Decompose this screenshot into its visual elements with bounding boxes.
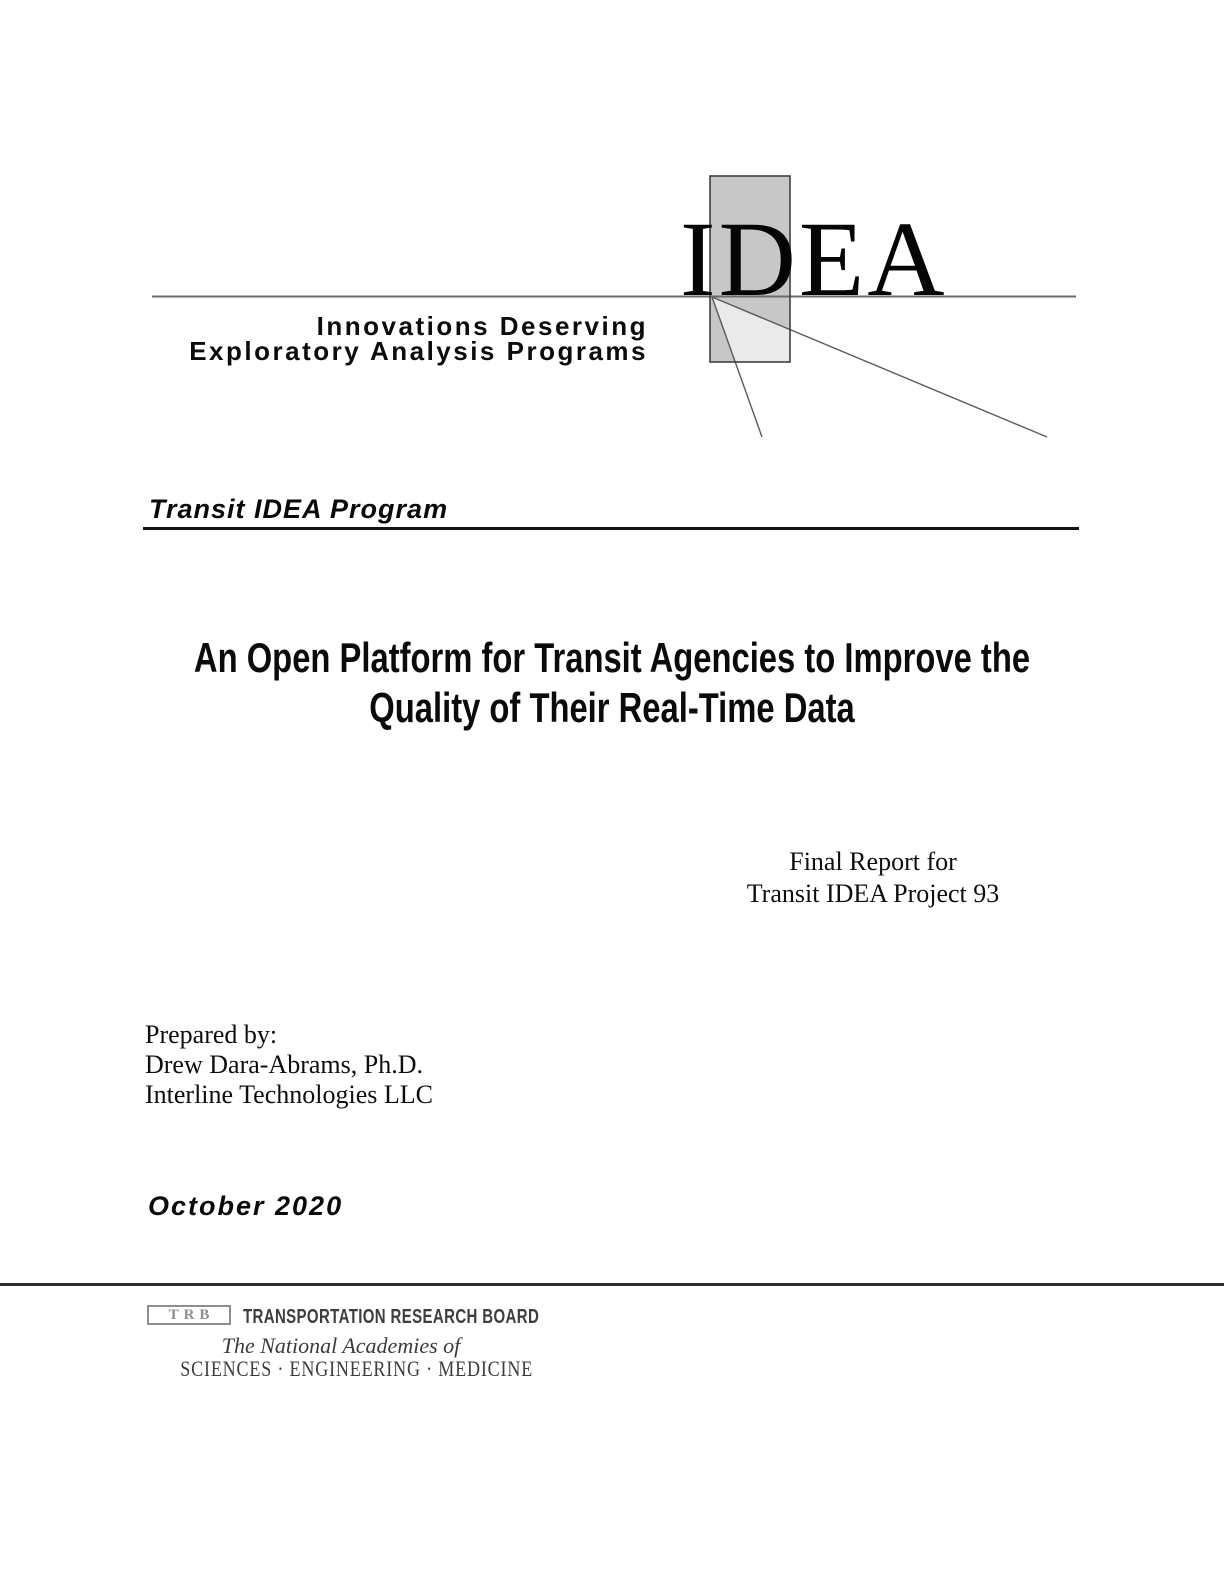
prepared-by-organization: Interline Technologies LLC [145, 1080, 433, 1109]
idea-logo-subtitle [189, 311, 648, 366]
report-designation [672, 846, 1074, 910]
report-designation-line2: Transit IDEA Project 93 [746, 879, 1000, 908]
page-title-line1: An Open Platform for Transit Agencies to Improve the [193, 634, 1031, 681]
trb-logo-acronym: TRB [168, 1307, 215, 1323]
idea-wordmark: IDEA [680, 201, 948, 319]
sciences-engineering-medicine-line: SCIENCES · ENGINEERING · MEDICINE [180, 1356, 534, 1381]
prepared-by-author: Drew Dara-Abrams, Ph.D. [145, 1050, 423, 1079]
publication-date: October 2020 [148, 1191, 344, 1221]
report-designation-line1: Final Report for [789, 847, 957, 876]
page-title-line2: Quality of Their Real-Time Data [369, 684, 855, 731]
idea-logo-subtitle-line1: Innovations Deserving [316, 311, 648, 341]
program-underline [143, 527, 1079, 530]
footer-rule [0, 1283, 1224, 1286]
idea-logo-subtitle-line2: Exploratory Analysis Programs [189, 336, 648, 366]
prepared-by-block [145, 1020, 433, 1110]
prepared-by-heading: Prepared by: [145, 1020, 278, 1049]
idea-logo-graphic [0, 0, 1224, 460]
trb-logo [147, 1305, 231, 1325]
national-academies-line: The National Academies of [221, 1333, 461, 1358]
trb-board-name: TRANSPORTATION RESEARCH BOARD [243, 1306, 540, 1328]
page-title [135, 633, 1090, 733]
program-label: Transit IDEA Program [149, 494, 449, 524]
